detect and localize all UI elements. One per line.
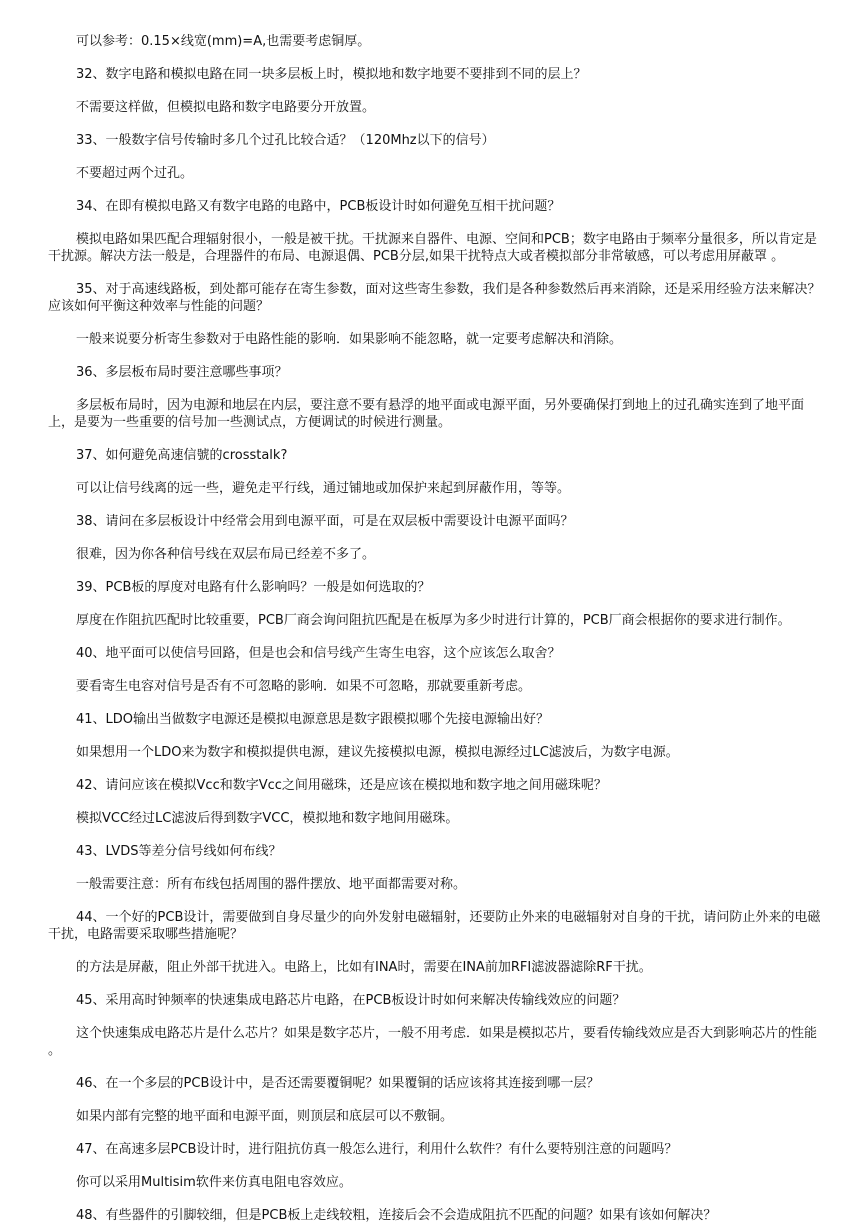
answer-45: 这个快速集成电路芯片是什么芯片？如果是数字芯片，一般不用考虑．如果是模拟芯片，要看传输线效应是否大到影响芯片的性能 。 [48,1026,818,1058]
answer-41: 如果想用一个LDO来为数字和模拟提供电源，建议先接模拟电源，模拟电源经过LC滤波后，为数字电源。 [76,745,679,760]
answer-40: 要看寄生电容对信号是否有不可忽略的影响．如果不可忽略，那就要重新考虑。 [76,679,532,694]
question-32: 32、数字电路和模拟电路在同一块多层板上时，模拟地和数字地要不要排到不同的层上？ [76,67,587,82]
question-39: 39、PCB板的厚度对电路有什么影响吗？一般是如何选取的？ [76,580,431,595]
question-37: 37、如何避免高速信號的crosstalk? [76,448,288,463]
answer-43: 一般需要注意：所有布线包括周围的器件摆放、地平面都需要对称。 [76,877,467,892]
answer-32: 不需要这样做，但模拟电路和数字电路要分开放置。 [76,100,376,115]
question-34: 34、在即有模拟电路又有数字电路的电路中，PCB板设计时如何避免互相干扰问题？ [76,199,561,214]
answer-37: 可以让信号线离的远一些，避免走平行线，通过铺地或加保护来起到屏蔽作用，等等。 [76,481,571,496]
question-35: 35、对于高速线路板，到处都可能存在寄生参数，面对这些寄生参数，我们是各种参数然后再来消除，还是采用经验方法来解决？应该如何平衡这种效率与性能的问题？ [48,282,821,314]
question-47: 47、在高速多层PCB设计时，进行阻抗仿真一般怎么进行，利用什么软件？有什么要特别注意的问题吗？ [76,1142,678,1157]
question-33: 33、一般数字信号传输时多几个过孔比较合适？（120Mhz以下的信号） [76,133,495,148]
question-36: 36、多层板布局时要注意哪些事项？ [76,365,288,380]
question-46: 46、在一个多层的PCB设计中，是否还需要覆铜呢？如果覆铜的话应该将其连接到哪一层？ [76,1076,600,1091]
question-45: 45、采用高时钟频率的快速集成电路芯片电路，在PCB板设计时如何来解决传输线效应的问题？ [76,993,626,1008]
answer-42: 模拟VCC经过LC滤波后得到数字VCC，模拟地和数字地间用磁珠。 [76,811,459,826]
answer-33: 不要超过两个过孔。 [76,166,194,181]
answer-35: 一般来说要分析寄生参数对于电路性能的影响．如果影响不能忽略，就一定要考虑解决和消除。 [76,332,623,347]
question-44: 44、一个好的PCB设计，需要做到自身尽量少的向外发射电磁辐射，还要防止外来的电磁辐射对自身的干扰，请问防止外来的电磁干扰，电路需要采取哪些措施呢？ [48,910,821,942]
question-41: 41、LDO输出当做数字电源还是模拟电源意思是数字跟模拟哪个先接电源输出好？ [76,712,550,727]
question-42: 42、请问应该在模拟Vcc和数字Vcc之间用磁珠，还是应该在模拟地和数字地之间用磁珠呢？ [76,778,607,793]
answer-47: 你可以采用Multisim软件来仿真电阻电容效应。 [76,1175,352,1190]
question-40: 40、地平面可以使信号回路，但是也会和信号线产生寄生电容，这个应该怎么取舍？ [76,646,561,661]
question-48: 48、有些器件的引脚较细，但是PCB板上走线较粗，连接后会不会造成阻抗不匹配的问题？如果有该如何解决？ [76,1208,717,1223]
answer-44: 的方法是屏蔽，阻止外部干扰进入。电路上，比如有INA时，需要在INA前加RFI滤波器滤除RF干扰。 [76,960,652,975]
answer-46: 如果内部有完整的地平面和电源平面，则顶层和底层可以不敷铜。 [76,1109,454,1124]
question-43: 43、LVDS等差分信号线如何布线？ [76,844,282,859]
answer-36: 多层板布局时，因为电源和地层在内层，要注意不要有悬浮的地平面或电源平面，另外要确保打到地上的过孔确实连到了地平面上，是要为一些重要的信号加一些测试点，方便调试的时候进行测量。 [48,398,805,430]
answer-34: 模拟电路如果匹配合理辐射很小，一般是被干扰。干扰源来自器件、电源、空间和PCB；数字电路由于频率分量很多，所以肯定是干扰源。解决方法一般是，合理器件的布局、电源退偶、PCB分层,如果干扰特点大或者模拟部分非常敏感，可以考虑用屏蔽罩 。 [48,232,817,264]
question-38: 38、请问在多层板设计中经常会用到电源平面，可是在双层板中需要设计电源平面吗？ [76,514,574,529]
answer-38: 很难，因为你各种信号线在双层布局已经差不多了。 [76,547,376,562]
answer-39: 厚度在作阻抗匹配时比较重要，PCB厂商会询问阻抗匹配是在板厚为多少时进行计算的，PCB厂商会根据你的要求进行制作。 [76,613,791,628]
answer-paragraph: 可以参考：0.15×线宽(mm)=A,也需要考虑铜厚。 [76,34,371,49]
